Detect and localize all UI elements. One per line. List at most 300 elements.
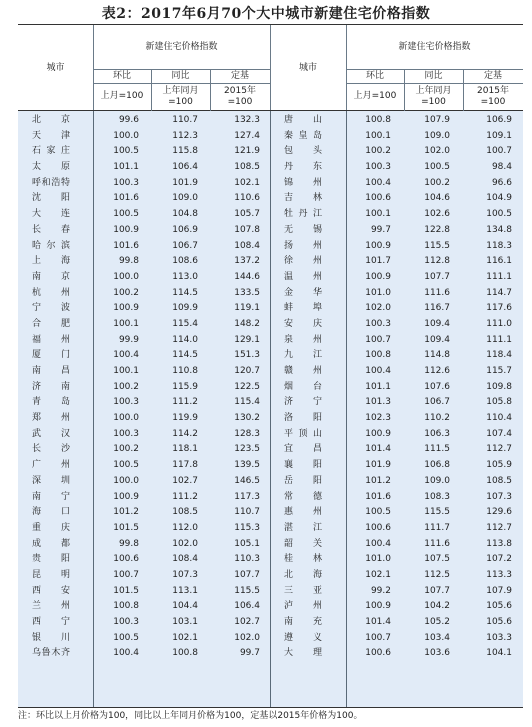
yoy-value: 111.5 (424, 444, 450, 455)
city-name: 泸州 (284, 601, 322, 612)
table-row-left (18, 160, 270, 176)
table-row-left (18, 537, 270, 553)
mom-value: 101.6 (113, 240, 139, 251)
city-rows-left (18, 113, 270, 662)
yoy-value: 102.1 (172, 632, 198, 643)
city-name: 青岛 (32, 397, 70, 408)
city-name: 银川 (32, 632, 70, 643)
mom-value: 101.2 (365, 475, 391, 486)
yoy-value: 114.5 (172, 287, 198, 298)
table-row-right (270, 442, 523, 458)
table-row-right (270, 270, 523, 286)
table-title: 表2：2017年6月70个大中城市新建住宅价格指数 (101, 6, 431, 22)
city-name: 重庆 (32, 522, 70, 533)
mom-value: 101.1 (113, 162, 139, 173)
table-row-left (18, 599, 270, 615)
table-row-right (270, 223, 523, 239)
city-name: 石家庄 (32, 146, 70, 157)
mom-value: 102.3 (365, 413, 391, 424)
city-name: 丹东 (284, 162, 322, 173)
yoy-header-right: 同比 (424, 70, 443, 81)
fixed-base-left: 2015年=100 (224, 85, 256, 107)
yoy-value: 102.0 (172, 538, 198, 549)
yoy-value: 107.3 (172, 569, 198, 580)
city-name: 包头 (284, 146, 322, 157)
fixed-value: 112.7 (486, 522, 512, 533)
yoy-value: 100.2 (424, 177, 450, 188)
fixed-value: 111.1 (486, 271, 512, 282)
table-row-left (18, 568, 270, 584)
fixed-value: 107.8 (234, 224, 260, 235)
fixed-value: 113.8 (486, 538, 512, 549)
city-name: 泉州 (284, 334, 322, 345)
yoy-value: 104.6 (424, 193, 450, 204)
city-name: 天津 (32, 130, 70, 141)
yoy-header-left: 同比 (171, 70, 190, 81)
table-row-left (18, 348, 270, 364)
table-row-right (270, 160, 523, 176)
table-row-right (270, 113, 523, 129)
table-row-left (18, 223, 270, 239)
fixed-value: 113.3 (486, 569, 512, 580)
mom-value: 100.0 (113, 413, 139, 424)
table-row-left (18, 395, 270, 411)
city-name: 呼和浩特 (32, 177, 70, 188)
table-row-right (270, 490, 523, 506)
mom-value: 101.5 (113, 585, 139, 596)
city-name: 南充 (284, 617, 322, 627)
fixed-header-left: 定基 (230, 70, 249, 81)
yoy-value: 109.0 (424, 475, 450, 486)
mom-value: 101.6 (113, 193, 139, 204)
yoy-value: 104.4 (172, 601, 198, 612)
city-name: 吉林 (284, 193, 322, 204)
yoy-value: 114.0 (172, 334, 198, 345)
city-name: 长春 (32, 224, 70, 235)
mom-value: 100.6 (113, 554, 139, 565)
mom-value: 100.7 (113, 569, 139, 580)
yoy-value: 103.1 (172, 617, 198, 627)
yoy-value: 118.1 (172, 444, 198, 455)
yoy-value: 114.8 (424, 350, 450, 361)
city-name: 广州 (32, 460, 70, 471)
yoy-value: 114.5 (172, 350, 198, 361)
city-name: 常德 (284, 491, 322, 502)
city-name: 宜昌 (284, 444, 322, 455)
city-name: 福州 (32, 334, 70, 345)
fixed-value: 118.3 (486, 240, 512, 251)
yoy-value: 112.8 (424, 256, 450, 267)
mom-value: 100.0 (113, 475, 139, 486)
fixed-value: 115.4 (234, 397, 260, 408)
new-housing-index-header-right: 新建住宅价格指数 (398, 41, 471, 52)
table-row-left (18, 301, 270, 317)
mom-value: 100.9 (365, 601, 391, 612)
yoy-value: 115.9 (172, 381, 198, 392)
mom-value: 100.3 (365, 162, 391, 173)
table-row-right (270, 191, 523, 207)
city-name: 南宁 (32, 491, 70, 502)
mom-value: 101.7 (365, 256, 391, 267)
table-row-left (18, 129, 270, 145)
yoy-value: 106.4 (172, 162, 198, 173)
yoy-value: 115.5 (424, 507, 450, 518)
mom-header-right: 环比 (365, 70, 384, 81)
table-row-right (270, 584, 523, 600)
fixed-value: 100.5 (486, 209, 512, 220)
table-row-left (18, 286, 270, 302)
city-name: 襄阳 (284, 460, 322, 471)
fixed-value: 134.8 (486, 224, 512, 235)
fixed-value: 148.2 (234, 318, 260, 329)
table-row-right (270, 458, 523, 474)
fixed-value: 103.3 (486, 632, 512, 643)
fixed-value: 110.7 (234, 507, 260, 518)
city-name: 遵义 (284, 632, 322, 643)
city-name: 南昌 (32, 366, 70, 376)
table-row-left (18, 317, 270, 333)
table-row-left (18, 552, 270, 568)
yoy-value: 102.7 (172, 475, 198, 486)
mom-value: 100.5 (113, 460, 139, 471)
yoy-value: 100.8 (172, 648, 198, 659)
table-row-left (18, 380, 270, 396)
fixed-value: 108.5 (486, 475, 512, 486)
yoy-value: 108.3 (424, 491, 450, 502)
mom-value: 100.8 (365, 350, 391, 361)
mom-value: 101.2 (113, 507, 139, 518)
yoy-value: 110.2 (424, 413, 450, 424)
mom-value: 100.8 (365, 115, 391, 125)
table-row-left (18, 254, 270, 270)
city-name: 烟台 (284, 381, 322, 392)
fixed-value: 105.6 (486, 617, 512, 627)
city-column-header-left: 城市 (46, 62, 65, 73)
fixed-value: 115.7 (486, 366, 512, 376)
table-row-right (270, 364, 523, 380)
mom-value: 100.7 (365, 334, 391, 345)
table-row-right (270, 552, 523, 568)
yoy-value: 109.9 (172, 303, 198, 314)
fixed-value: 139.5 (234, 460, 260, 471)
mom-value: 100.3 (113, 177, 139, 188)
table-row-left (18, 113, 270, 129)
city-name: 温州 (284, 271, 322, 282)
mom-value: 101.6 (365, 491, 391, 502)
yoy-value: 109.0 (172, 193, 198, 204)
mom-value: 99.2 (370, 585, 391, 596)
yoy-value: 107.5 (424, 554, 450, 565)
city-name: 昆明 (32, 569, 70, 580)
mom-value: 100.6 (365, 193, 391, 204)
city-name: 秦皇岛 (284, 130, 322, 141)
fixed-value: 105.9 (486, 460, 512, 471)
fixed-value: 98.4 (491, 162, 512, 173)
fixed-value: 107.4 (486, 428, 512, 439)
table-row-right (270, 348, 523, 364)
fixed-value: 104.9 (486, 193, 512, 204)
mom-base-left: 上月=100 (100, 91, 144, 101)
mom-value: 101.3 (365, 397, 391, 408)
fixed-value: 107.2 (486, 554, 512, 565)
mom-value: 100.9 (365, 240, 391, 251)
table-row-right (270, 239, 523, 255)
table-row-right (270, 207, 523, 223)
yoy-value: 117.8 (172, 460, 198, 471)
mom-value: 101.0 (365, 287, 391, 298)
yoy-value: 112.6 (424, 366, 450, 376)
table-row-right (270, 129, 523, 145)
table-row-right (270, 395, 523, 411)
yoy-value: 107.9 (424, 115, 450, 125)
mom-value: 99.6 (118, 115, 139, 125)
city-name: 乌鲁木齐 (32, 648, 70, 659)
table-row-right (270, 317, 523, 333)
yoy-value: 114.2 (172, 428, 198, 439)
mom-value: 100.8 (113, 601, 139, 612)
city-name: 杭州 (32, 287, 70, 298)
yoy-value: 104.2 (424, 601, 450, 612)
table-footnote: 注：环比以上月价格为100，同比以上年同月价格为100，定基以2015年价格为100。 (18, 711, 363, 721)
mom-value: 100.6 (365, 522, 391, 533)
city-name: 蚌埠 (284, 303, 322, 314)
mom-value: 100.1 (113, 366, 139, 376)
table-row-left (18, 176, 270, 192)
city-name: 牡丹江 (284, 209, 322, 220)
mom-value: 100.4 (365, 366, 391, 376)
yoy-value: 112.3 (172, 130, 198, 141)
table-row-left (18, 490, 270, 506)
city-name: 三亚 (284, 585, 322, 596)
yoy-value: 111.7 (424, 522, 450, 533)
yoy-value: 101.9 (172, 177, 198, 188)
city-name: 徐州 (284, 256, 322, 267)
city-name: 武汉 (32, 428, 70, 439)
fixed-value: 111.0 (486, 318, 512, 329)
fixed-value: 105.8 (486, 397, 512, 408)
city-name: 九江 (284, 350, 322, 361)
table-row-right (270, 427, 523, 443)
city-column-header-right: 城市 (298, 62, 317, 73)
table-row-right (270, 474, 523, 490)
fixed-value: 100.7 (486, 146, 512, 157)
city-name: 哈尔滨 (32, 240, 70, 251)
fixed-value: 117.6 (486, 303, 512, 314)
mom-value: 102.0 (365, 303, 391, 314)
mom-value: 100.6 (365, 648, 391, 659)
fixed-value: 102.0 (234, 632, 260, 643)
city-name: 济宁 (284, 397, 322, 408)
table-row-left (18, 270, 270, 286)
mom-value: 100.5 (113, 146, 139, 157)
mom-value: 99.9 (118, 334, 139, 345)
yoy-base-right: 上年同月=100 (415, 85, 452, 107)
city-name: 西安 (32, 585, 70, 596)
table-row-left (18, 191, 270, 207)
mom-value: 100.9 (113, 303, 139, 314)
yoy-value: 119.9 (172, 413, 198, 424)
city-name: 湛江 (284, 522, 322, 533)
fixed-value: 107.9 (486, 585, 512, 596)
city-name: 锦州 (284, 177, 322, 188)
table-row-left (18, 521, 270, 537)
fixed-value: 107.7 (234, 569, 260, 580)
table-row-left (18, 458, 270, 474)
yoy-value: 103.6 (424, 648, 450, 659)
table-row-right (270, 301, 523, 317)
yoy-value: 109.4 (424, 318, 450, 329)
fixed-value: 130.2 (234, 413, 260, 424)
mom-value: 100.3 (113, 428, 139, 439)
new-housing-index-header-left: 新建住宅价格指数 (145, 41, 218, 52)
city-name: 北海 (284, 569, 322, 580)
fixed-value: 127.4 (234, 130, 260, 141)
yoy-value: 122.8 (424, 224, 450, 235)
fixed-value: 115.3 (234, 522, 260, 533)
mom-value: 100.5 (113, 632, 139, 643)
fixed-value: 144.6 (234, 271, 260, 282)
yoy-value: 110.8 (172, 366, 198, 376)
yoy-value: 106.3 (424, 428, 450, 439)
city-rows-right (270, 113, 523, 662)
fixed-value: 120.7 (234, 366, 260, 376)
table-row-right (270, 568, 523, 584)
fixed-value: 115.5 (234, 585, 260, 596)
fixed-base-right: 2015年=100 (477, 85, 509, 107)
city-name: 大理 (284, 648, 322, 659)
mom-value: 101.5 (113, 522, 139, 533)
yoy-value: 115.4 (172, 318, 198, 329)
yoy-base-left: 上年同月=100 (162, 85, 199, 107)
table-row-left (18, 239, 270, 255)
fixed-value: 109.8 (486, 381, 512, 392)
city-name: 宁波 (32, 303, 70, 314)
table-row-left (18, 333, 270, 349)
city-name: 惠州 (284, 507, 322, 518)
city-name: 平顶山 (284, 428, 322, 439)
yoy-value: 111.2 (172, 491, 198, 502)
mom-value: 100.5 (365, 507, 391, 518)
mom-value: 99.7 (370, 224, 391, 235)
fixed-value: 121.9 (234, 146, 260, 157)
city-name: 兰州 (32, 601, 70, 612)
yoy-value: 113.0 (172, 271, 198, 282)
city-name: 深圳 (32, 475, 70, 486)
city-name: 南京 (32, 271, 70, 282)
mom-value: 100.4 (365, 538, 391, 549)
fixed-value: 105.6 (486, 601, 512, 612)
fixed-value: 119.1 (234, 303, 260, 314)
yoy-value: 115.5 (424, 240, 450, 251)
table-row-right (270, 646, 523, 662)
table-row-right (270, 411, 523, 427)
yoy-value: 106.7 (424, 397, 450, 408)
fixed-value: 110.4 (486, 413, 512, 424)
table-row-right (270, 505, 523, 521)
table-row-right (270, 615, 523, 631)
table-row-left (18, 584, 270, 600)
table-row-left (18, 474, 270, 490)
fixed-value: 105.1 (234, 538, 260, 549)
city-name: 海口 (32, 507, 70, 518)
yoy-value: 106.9 (172, 224, 198, 235)
yoy-value: 116.7 (424, 303, 450, 314)
yoy-value: 103.4 (424, 632, 450, 643)
mom-value: 101.4 (365, 617, 391, 627)
city-name: 贵阳 (32, 554, 70, 565)
city-name: 北京 (32, 115, 70, 125)
city-name: 大连 (32, 209, 70, 220)
table-row-left (18, 442, 270, 458)
yoy-value: 109.4 (424, 334, 450, 345)
price-index-table (18, 24, 523, 708)
fixed-value: 106.4 (234, 601, 260, 612)
city-name: 洛阳 (284, 413, 322, 424)
table-row-left (18, 364, 270, 380)
fixed-value: 111.1 (486, 334, 512, 345)
yoy-value: 108.5 (172, 507, 198, 518)
city-name: 赣州 (284, 366, 322, 376)
yoy-value: 111.6 (424, 287, 450, 298)
yoy-value: 106.7 (172, 240, 198, 251)
fixed-value: 129.1 (234, 334, 260, 345)
mom-value: 100.3 (113, 397, 139, 408)
city-name: 厦门 (32, 350, 70, 361)
table-row-right (270, 286, 523, 302)
city-name: 无锡 (284, 224, 322, 235)
city-name: 上海 (32, 256, 70, 267)
fixed-value: 128.3 (234, 428, 260, 439)
fixed-value: 118.4 (486, 350, 512, 361)
fixed-value: 99.7 (239, 648, 260, 659)
yoy-value: 109.0 (424, 130, 450, 141)
mom-value: 100.4 (113, 350, 139, 361)
table-row-right (270, 254, 523, 270)
mom-value: 100.3 (365, 318, 391, 329)
fixed-value: 123.5 (234, 444, 260, 455)
mom-value: 100.2 (365, 146, 391, 157)
fixed-value: 122.5 (234, 381, 260, 392)
fixed-value: 133.5 (234, 287, 260, 298)
table-row-left (18, 646, 270, 662)
yoy-value: 110.7 (172, 115, 198, 125)
city-name: 合肥 (32, 318, 70, 329)
city-name: 桂林 (284, 554, 322, 565)
table-row-left (18, 207, 270, 223)
city-name: 金华 (284, 287, 322, 298)
yoy-value: 112.0 (172, 522, 198, 533)
yoy-value: 102.6 (424, 209, 450, 220)
mom-value: 99.8 (118, 256, 139, 267)
mom-value: 99.8 (118, 538, 139, 549)
fixed-value: 112.7 (486, 444, 512, 455)
yoy-value: 115.8 (172, 146, 198, 157)
city-name: 安庆 (284, 318, 322, 329)
fixed-value: 110.6 (234, 193, 260, 204)
city-name: 长沙 (32, 444, 70, 455)
mom-header-left: 环比 (112, 70, 131, 81)
fixed-value: 108.5 (234, 162, 260, 173)
mom-value: 100.1 (113, 318, 139, 329)
city-name: 扬州 (284, 240, 322, 251)
yoy-value: 106.8 (424, 460, 450, 471)
table-row-left (18, 427, 270, 443)
mom-value: 100.3 (113, 617, 139, 627)
fixed-value: 102.1 (234, 177, 260, 188)
table-row-left (18, 615, 270, 631)
yoy-value: 107.7 (424, 271, 450, 282)
mom-value: 100.2 (113, 444, 139, 455)
